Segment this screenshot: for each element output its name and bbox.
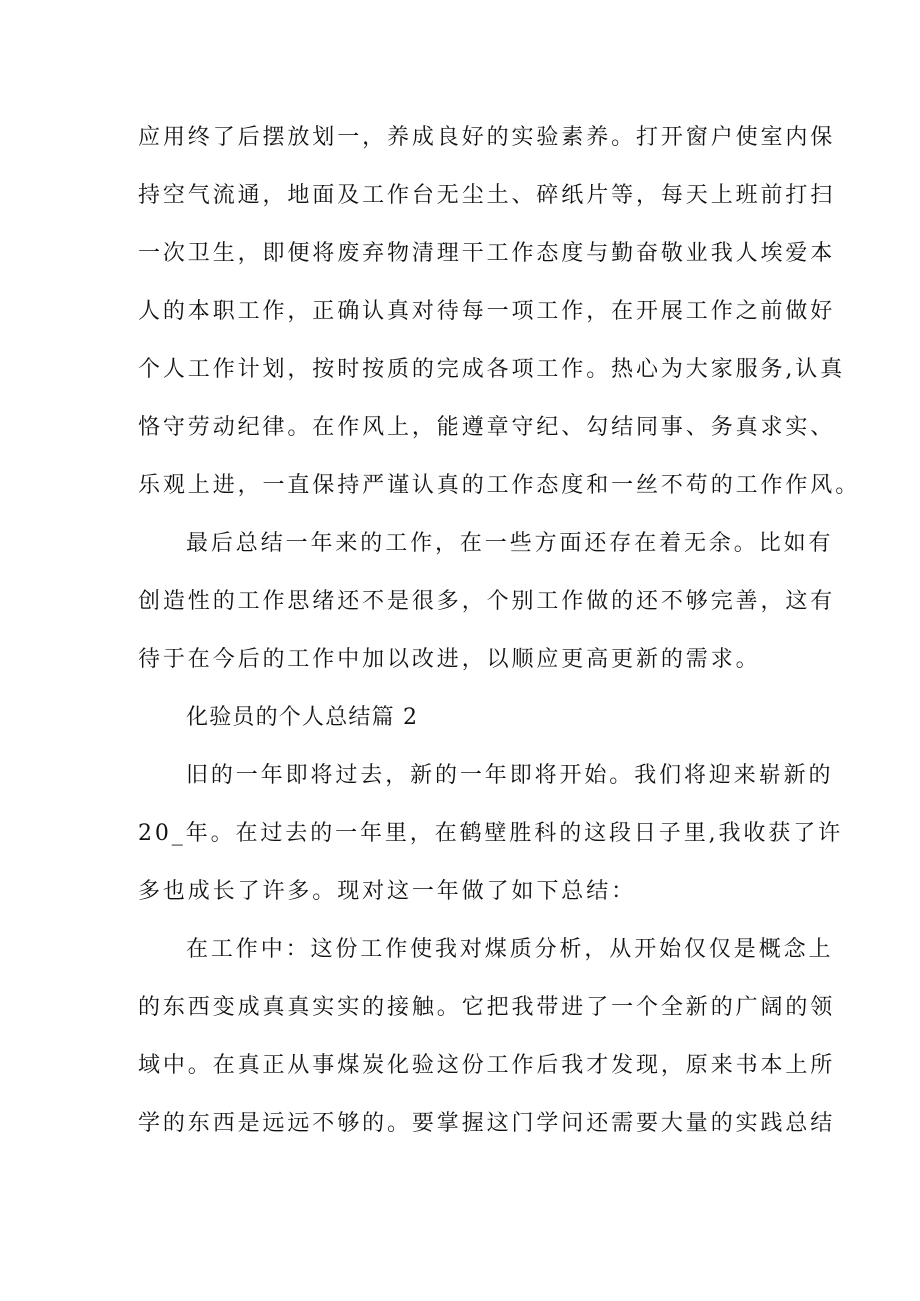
paragraph-1-line-3: 一次卫生，即便将废弃物清理干工作态度与勤奋敬业我人埃爱本 — [138, 241, 836, 266]
paragraph-3-line-3: 多也成长了许多。现对这一年做了如下总结： — [138, 879, 637, 904]
paragraph-2-line-1: 最后总结一年来的工作，在一些方面还存在着无余。比如有 — [186, 531, 834, 556]
paragraph-4-line-3: 域中。在真正从事煤炭化验这份工作后我才发现，原来书本上所 — [138, 1053, 836, 1078]
paragraph-1-line-4: 人的本职工作，正确认真对待每一项工作，在开展工作之前做好 — [138, 299, 836, 324]
paragraph-1-line-7: 乐观上进，一直保持严谨认真的工作态度和一丝不苟的工作作风。 — [138, 473, 861, 498]
paragraph-4-line-1: 在工作中：这份工作使我对煤质分析，从开始仅仅是概念上 — [186, 937, 834, 962]
paragraph-1-line-6: 恪守劳动纪律。在作风上，能遵章守纪、勾结同事、务真求实、 — [138, 415, 836, 440]
section-title: 化验员的个人总结篇 2 — [186, 705, 419, 730]
paragraph-4-line-2: 的东西变成真真实实的接触。它把我带进了一个全新的广阔的领 — [138, 995, 836, 1020]
paragraph-3-line-1: 旧的一年即将过去，新的一年即将开始。我们将迎来崭新的 — [186, 763, 834, 788]
paragraph-3-line-2: 20_年。在过去的一年里，在鹤壁胜科的这段日子里,我收获了许 — [138, 821, 843, 846]
paragraph-1-line-1: 应用终了后摆放划一，养成良好的实验素养。打开窗户使室内保 — [138, 125, 836, 150]
paragraph-1-line-2: 持空气流通，地面及工作台无尘土、碎纸片等，每天上班前打扫 — [138, 183, 836, 208]
paragraph-2-line-3: 待于在今后的工作中加以改进，以顺应更高更新的需求。 — [138, 647, 761, 672]
paragraph-2-line-2: 创造性的工作思绪还不是很多，个别工作做的还不够完善，这有 — [138, 589, 836, 614]
paragraph-1-line-5: 个人工作计划，按时按质的完成各项工作。热心为大家服务,认真 — [138, 357, 846, 382]
paragraph-4-line-4: 学的东西是远远不够的。要掌握这门学问还需要大量的实践总结 — [138, 1111, 836, 1136]
